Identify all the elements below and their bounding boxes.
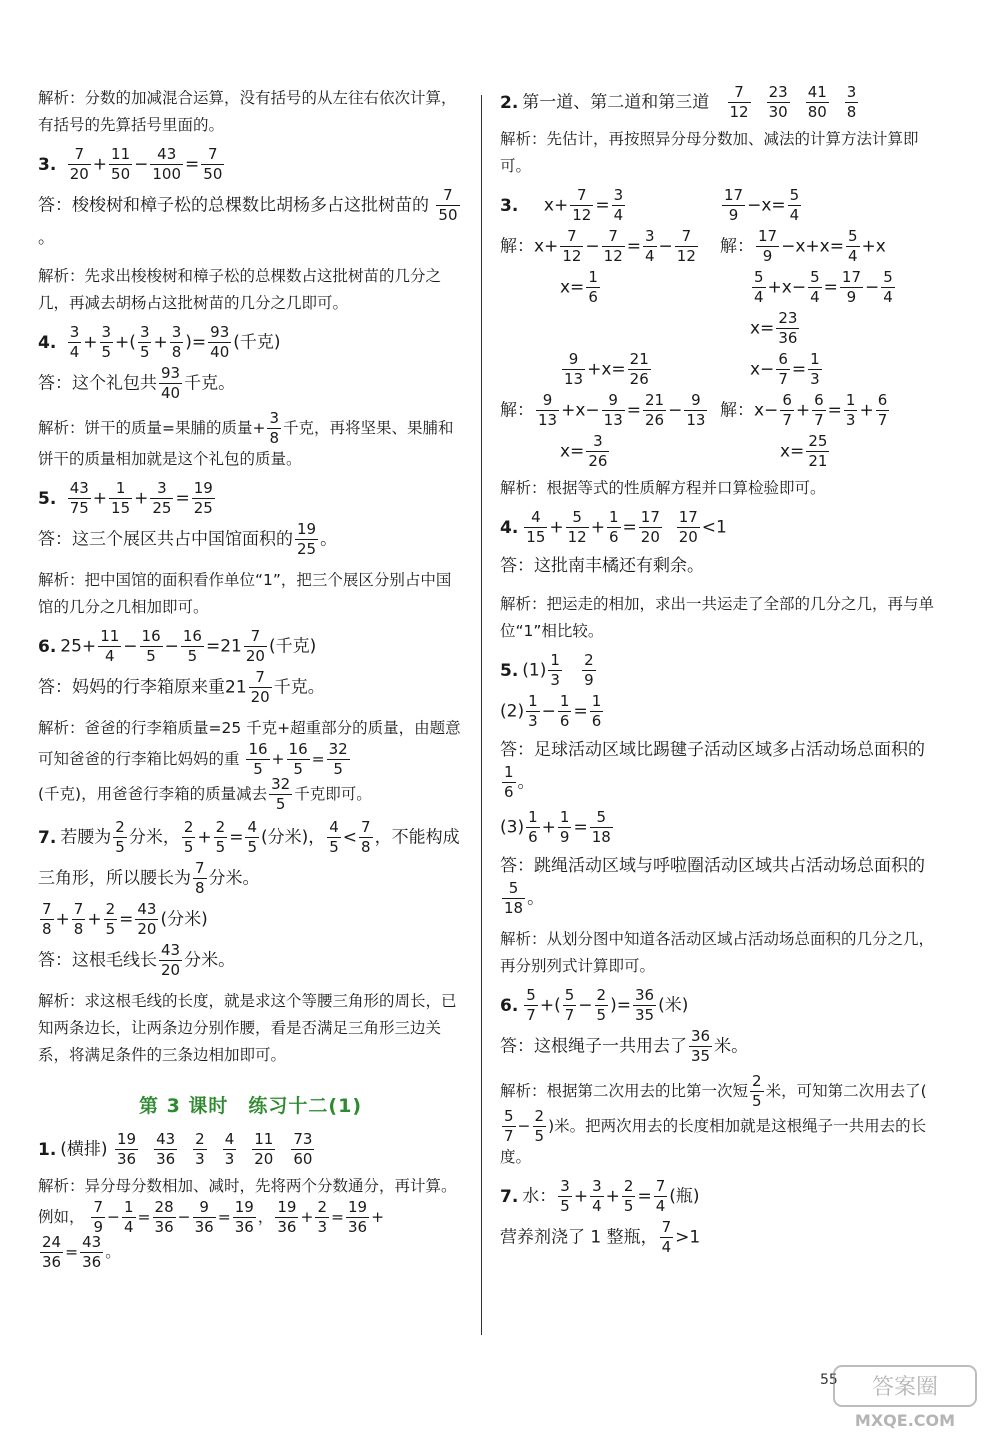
- fraction: $\frac{17}{9}$: [724, 186, 744, 224]
- fraction: $\frac{5}{4}$: [847, 227, 858, 265]
- fraction: $\frac{7}{20}$: [245, 627, 265, 665]
- fraction: $\frac{7}{8}$: [73, 900, 84, 938]
- fraction: $\frac{3}{4}$: [613, 186, 624, 224]
- fraction: $\frac{2}{5}$: [105, 900, 116, 938]
- fraction: $\frac{25}{21}$: [808, 432, 828, 470]
- fraction: $\frac{7}{20}$: [250, 668, 270, 706]
- fraction: $\frac{5}{7}$: [564, 986, 575, 1024]
- fraction: $\frac{2}{3}$: [195, 1130, 205, 1168]
- fraction: $\frac{17}{20}$: [678, 508, 698, 546]
- fraction: $\frac{36}{35}$: [691, 1027, 711, 1065]
- fraction: $\frac{6}{7}$: [782, 391, 792, 429]
- fraction: $\frac{2}{5}$: [534, 1107, 545, 1145]
- fraction: $\frac{5}{4}$: [883, 268, 893, 306]
- fraction: $\frac{6}{7}$: [877, 391, 888, 429]
- fraction: $\frac{5}{18}$: [591, 808, 611, 846]
- fraction: $\frac{7}{8}$: [195, 859, 205, 897]
- fraction: $\frac{3}{5}$: [101, 323, 112, 361]
- r-q6-equation: 6. $\frac{5}{7}$ +( $\frac{5}{7}$ − $\frac{2}{5}$ )= $\frac{36}{35}$ (米): [500, 986, 689, 1024]
- fraction: $\frac{19}{25}$: [193, 479, 213, 517]
- fraction: $\frac{9}{13}$: [603, 391, 623, 429]
- fraction: $\frac{16}{5}$: [248, 740, 268, 778]
- fraction: $\frac{3}{5}$: [560, 1177, 570, 1215]
- q3-answer: 答：梭梭树和樟子松的总棵数比胡杨多占这批树苗的 $\frac{7}{50}$ 。: [38, 186, 458, 248]
- fraction: $\frac{93}{40}$: [161, 364, 181, 402]
- fraction: $\frac{16}{5}$: [141, 627, 161, 665]
- fraction: $\frac{1}{3}$: [845, 391, 856, 429]
- q5-answer: 答：这三个展区共占中国馆面积的 $\frac{19}{25}$ 。: [38, 520, 338, 558]
- fraction: $\frac{1}{6}$: [504, 763, 514, 801]
- page-number: 55: [820, 1372, 838, 1388]
- fraction: $\frac{16}{5}$: [182, 627, 202, 665]
- q3-equation: 3. $\frac{7}{20}$ + $\frac{11}{50}$ − $\frac{43}{100}$ = $\frac{7}{50}$: [38, 145, 223, 183]
- fraction: $\frac{7}{8}$: [42, 900, 52, 938]
- fraction: $\frac{43}{20}$: [137, 900, 157, 938]
- r-q7-equation: 7. 水： $\frac{3}{5}$ + $\frac{3}{4}$ + $\frac{2}{5}$ = $\frac{7}{4}$ (瓶): [500, 1177, 700, 1215]
- q4-analysis: 解析：饼干的质量=果脯的质量+ $\frac{3}{8}$ 千克，再将坚果、果脯和饼干的质量相加就是这个礼包的质量。: [38, 409, 454, 468]
- analysis-note: 解析：分数的加减混合运算，没有括号的从左往右依次计算，有括号的先算括号里面的。: [38, 89, 457, 134]
- fraction: $\frac{19}{25}$: [297, 520, 317, 558]
- section-title: 第 3 课时 练习十二(1): [138, 1095, 363, 1117]
- r-q5-part2: (2) $\frac{1}{3}$ − $\frac{1}{6}$ = $\frac{1}{6}$: [500, 692, 602, 730]
- fraction: $\frac{11}{20}$: [254, 1130, 274, 1168]
- fraction: $\frac{24}{36}$: [42, 1233, 62, 1271]
- fraction: $\frac{41}{80}$: [807, 83, 827, 121]
- fraction: $\frac{17}{9}$: [758, 227, 778, 265]
- fraction: $\frac{7}{50}$: [203, 145, 223, 183]
- fraction: $\frac{19}{36}$: [347, 1198, 368, 1236]
- fraction: $\frac{9}{13}$: [538, 391, 558, 429]
- fraction: $\frac{16}{5}$: [288, 740, 308, 778]
- r-q7-line2: 营养剂浇了 1 整瓶， $\frac{7}{4}$ >1: [500, 1218, 701, 1256]
- fraction: $\frac{7}{12}$: [729, 83, 749, 121]
- fraction: $\frac{32}{5}$: [271, 775, 291, 813]
- fraction: $\frac{9}{36}$: [194, 1198, 214, 1236]
- fraction: $\frac{7}{12}$: [676, 227, 696, 265]
- fraction: $\frac{17}{20}$: [640, 508, 660, 546]
- fraction: $\frac{5}{18}$: [504, 879, 524, 917]
- s1-answers: 1. (横排) $\frac{19}{36}$ $\frac{43}{36}$ $\frac{2}{3}$ $\frac{4}{3}$ $\frac{11}{20}$ $\frac{73}{60}$: [38, 1130, 313, 1168]
- q5-equation: 5. $\frac{43}{75}$ + $\frac{1}{15}$ + $\frac{3}{25}$ = $\frac{19}{25}$: [38, 479, 213, 517]
- q6-analysis: 解析：爸爸的行李箱质量=25 千克+超重部分的质量，由题意可知爸爸的行李箱比妈妈的重 $\frac{16}{5}$ + $\frac{16}{5}$ = $\frac{32}{5}$ (千克)，用爸爸行李箱的质量减去 $\frac{32}{5}$ 千克即可。: [38, 719, 461, 813]
- fraction: $\frac{1}{6}$: [608, 508, 619, 546]
- fraction: $\frac{28}{36}$: [154, 1198, 174, 1236]
- q3-analysis: 解析：先求出梭梭树和樟子松的总棵数占这批树苗的几分之几，再减去胡杨占这批树苗的几分之几即可。: [38, 267, 442, 312]
- r-q5-answer3: 答：跳绳活动区域与呼啦圈活动区域共占活动场总面积的 $\frac{5}{18}$ 。: [500, 856, 925, 917]
- fraction: $\frac{7}{9}$: [93, 1198, 103, 1236]
- fraction: $\frac{7}{12}$: [562, 227, 582, 265]
- fraction: $\frac{21}{26}$: [629, 350, 649, 388]
- fraction: $\frac{5}{12}$: [567, 508, 587, 546]
- fraction: $\frac{1}{4}$: [124, 1198, 134, 1236]
- fraction: $\frac{73}{60}$: [293, 1130, 313, 1168]
- r-q2-analysis: 解析：先估计，再按照异分母分数加、减法的计算方法计算即可。: [500, 130, 919, 175]
- fraction: $\frac{3}{26}$: [588, 432, 608, 470]
- fraction: $\frac{3}{4}$: [645, 227, 655, 265]
- r-q3-analysis: 解析：根据等式的性质解方程并口算检验即可。: [500, 479, 826, 497]
- fraction: $\frac{36}{35}$: [634, 986, 655, 1024]
- r-q4-equation: 4. $\frac{4}{15}$ + $\frac{5}{12}$ + $\frac{1}{6}$ = $\frac{17}{20}$ $\frac{17}{20}$ <1: [500, 508, 727, 546]
- fraction: $\frac{9}{13}$: [564, 350, 584, 388]
- fraction: $\frac{5}{4}$: [789, 186, 800, 224]
- fraction: $\frac{1}{9}$: [559, 808, 570, 846]
- fraction: $\frac{9}{13}$: [686, 391, 706, 429]
- fraction: $\frac{7}{50}$: [438, 186, 458, 224]
- fraction: $\frac{3}{8}$: [269, 409, 280, 447]
- fraction: $\frac{1}{6}$: [588, 268, 598, 306]
- fraction: $\frac{7}{4}$: [655, 1177, 666, 1215]
- fraction: $\frac{19}{36}$: [277, 1198, 297, 1236]
- fraction: $\frac{3}{4}$: [592, 1177, 602, 1215]
- watermark-logo: [830, 1362, 980, 1432]
- r-q2: 2. 第一道、第二道和第三道 $\frac{7}{12}$ $\frac{23}{30}$ $\frac{41}{80}$ $\frac{3}{8}$: [500, 83, 857, 121]
- q7-line1: 7. 若腰为 $\frac{2}{5}$ 分米， $\frac{2}{5}$ + $\frac{2}{5}$ = $\frac{4}{5}$ (分米)， $\frac{4}{5}$ < $\frac{7}{8}$ ，不能构成: [38, 818, 460, 856]
- fraction: $\frac{7}{4}$: [661, 1218, 672, 1256]
- r-q6-answer: 答：这根绳子一共用去了 $\frac{36}{35}$ 米。: [500, 1027, 749, 1065]
- fraction: $\frac{93}{40}$: [210, 323, 230, 361]
- r-q5-analysis: 解析：从划分图中知道各活动区域占活动场总面积的几分之几，再分别列式计算即可。: [500, 930, 935, 975]
- fraction: $\frac{6}{7}$: [778, 350, 788, 388]
- fraction: $\frac{17}{9}$: [841, 268, 861, 306]
- fraction: $\frac{43}{100}$: [152, 145, 182, 183]
- r-q5-part1: 5. (1) $\frac{1}{3}$ $\frac{2}{9}$: [500, 651, 594, 689]
- fraction: $\frac{3}{8}$: [171, 323, 182, 361]
- s1-analysis: 解析：异分母分数相加、减时，先将两个分数通分，再计算。例如， $\frac{7}{9}$ − $\frac{1}{4}$ = $\frac{28}{36}$ − $\frac{9}{36}$ = $\frac{19}{36}$ ， $\frac{19}{36}$ + $\frac{2}{3}$ = $\frac{19}{36}$ + $\frac{24}{36}$ = $\frac{43}{36}$ 。: [38, 1177, 457, 1271]
- fraction: $\frac{2}{5}$: [623, 1177, 634, 1215]
- fraction: $\frac{1}{15}$: [111, 479, 131, 517]
- svg-text:MXQE.COM: MXQE.COM: [854, 1411, 956, 1430]
- fraction: $\frac{5}{4}$: [810, 268, 820, 306]
- fraction: $\frac{23}{30}$: [768, 83, 788, 121]
- fraction: $\frac{6}{7}$: [814, 391, 824, 429]
- r-q4-analysis: 解析：把运走的相加，求出一共运走了全部的几分之几，再与单位“1”相比较。: [500, 595, 935, 640]
- fraction: $\frac{1}{3}$: [550, 651, 560, 689]
- r-q6-analysis: 解析：根据第二次用去的比第一次短 $\frac{2}{5}$ 米，可知第二次用去了( $\frac{5}{7}$ − $\frac{2}{5}$ )米。把两次用去的长度相加就是这根绳子一共用去的长度。: [500, 1072, 927, 1166]
- fraction: $\frac{3}{5}$: [139, 323, 150, 361]
- r-q5-answer2: 答：足球活动区域比踢毽子活动区域多占活动场总面积的 $\frac{1}{6}$ 。: [500, 740, 925, 801]
- fraction: $\frac{7}{8}$: [361, 818, 371, 856]
- fraction: $\frac{3}{25}$: [152, 479, 172, 517]
- fraction: $\frac{4}{15}$: [526, 508, 546, 546]
- fraction: $\frac{11}{50}$: [111, 145, 131, 183]
- q7-equation: $\frac{7}{8}$ + $\frac{7}{8}$ + $\frac{2}{5}$ = $\frac{43}{20}$ (分米): [42, 900, 208, 938]
- r-q5-part3: (3) $\frac{1}{6}$ + $\frac{1}{9}$ = $\frac{5}{18}$: [500, 808, 611, 846]
- right-column: [500, 85, 940, 1261]
- r-q4-answer: 答：这批南丰橘还有剩余。: [500, 556, 704, 576]
- fraction: $\frac{1}{3}$: [810, 350, 820, 388]
- fraction: $\frac{43}{36}$: [82, 1233, 102, 1271]
- fraction: $\frac{3}{4}$: [69, 323, 80, 361]
- q7-line2: 三角形，所以腰长为 $\frac{7}{8}$ 分米。: [38, 859, 260, 897]
- fraction: $\frac{1}{6}$: [559, 692, 570, 730]
- fraction: $\frac{43}{36}$: [156, 1130, 176, 1168]
- fraction: $\frac{2}{5}$: [183, 818, 194, 856]
- fraction: $\frac{32}{5}$: [328, 740, 348, 778]
- fraction: $\frac{19}{36}$: [234, 1198, 254, 1236]
- fraction: $\frac{7}{20}$: [69, 145, 89, 183]
- left-column: [38, 85, 463, 1278]
- fraction: $\frac{1}{3}$: [528, 692, 538, 730]
- fraction: $\frac{5}{7}$: [504, 1107, 514, 1145]
- fraction: $\frac{23}{36}$: [778, 309, 798, 347]
- fraction: $\frac{2}{5}$: [115, 818, 125, 856]
- fraction: $\frac{2}{5}$: [596, 986, 607, 1024]
- fraction: $\frac{5}{4}$: [754, 268, 764, 306]
- fraction: $\frac{2}{3}$: [317, 1198, 327, 1236]
- fraction: $\frac{2}{5}$: [215, 818, 226, 856]
- fraction: $\frac{2}{5}$: [752, 1072, 762, 1110]
- fraction: $\frac{4}{5}$: [247, 818, 257, 856]
- q4-answer: 答：这个礼包共 $\frac{93}{40}$ 千克。: [38, 364, 236, 402]
- column-divider: [481, 95, 482, 1335]
- fraction: $\frac{43}{20}$: [161, 941, 181, 979]
- r-q3-block: 3. x+ $\frac{7}{12}$ = $\frac{3}{4}$ $\frac{17}{9}$ −x= $\frac{5}{4}$ 解：x+ $\frac{7}{12}$ − $\frac{7}{12}$ = $\frac{3}{4}$ − $\frac{7}{12}$ 解： $\frac{17}{9}$ −x+x= $\frac{5}{4}$ +x x= $\frac{1}{6}$ $\frac{5}{4}$ +x− $\frac{5}{4}$ = $\frac{17}{9}$ − $\frac{5}{4}$ x= $\frac{23}{36}$ $\frac{9}{13}$ +x= $\frac{21}{26}$ x− $\frac{6}{7}$ = $\frac{1}{3}$ 解： $\frac{9}{13}$ +x− $\frac{9}{13}$ = $\frac{21}{26}$ − $\frac{9}{13}$ 解：x− $\frac{6}{7}$ + $\frac{6}{7}$ = $\frac{1}{3}$ + $\frac{6}{7}$ x= $\frac{3}{26}$ x= $\frac{25}{21}$: [500, 186, 893, 470]
- q6-answer: 答：妈妈的行李箱原来重21 $\frac{7}{20}$ 千克。: [38, 668, 325, 706]
- fraction: $\frac{2}{9}$: [584, 651, 594, 689]
- fraction: $\frac{43}{75}$: [69, 479, 89, 517]
- fraction: $\frac{1}{6}$: [591, 692, 602, 730]
- fraction: $\frac{7}{12}$: [603, 227, 623, 265]
- q5-analysis: 解析：把中国馆的面积看作单位“1”，把三个展区分别占中国馆的几分之几相加即可。: [38, 571, 452, 616]
- q7-answer: 答：这根毛线长 $\frac{43}{20}$ 分米。: [38, 941, 236, 979]
- q6-equation: 6. 25+ $\frac{11}{4}$ − $\frac{16}{5}$ − $\frac{16}{5}$ =21 $\frac{7}{20}$ (千克): [38, 627, 317, 665]
- fraction: $\frac{1}{6}$: [528, 808, 538, 846]
- fraction: $\frac{11}{4}$: [100, 627, 120, 665]
- q7-analysis: 解析：求这根毛线的长度，就是求这个等腰三角形的周长，已知两条边长，让两条边分别作腰，看是否满足三角形三边关系，将满足条件的三条边相加即可。: [38, 992, 457, 1064]
- fraction: $\frac{5}{7}$: [526, 986, 536, 1024]
- fraction: $\frac{7}{12}$: [572, 186, 592, 224]
- fraction: $\frac{21}{26}$: [645, 391, 665, 429]
- fraction: $\frac{4}{3}$: [224, 1130, 235, 1168]
- svg-text:答案圈: 答案圈: [871, 1375, 939, 1400]
- fraction: $\frac{4}{5}$: [329, 818, 339, 856]
- q4-equation: 4. $\frac{3}{4}$ + $\frac{3}{5}$ +( $\frac{3}{5}$ + $\frac{3}{8}$ )= $\frac{93}{40}$ (千克): [38, 323, 281, 361]
- fraction: $\frac{19}{36}$: [116, 1130, 137, 1168]
- fraction: $\frac{3}{8}$: [846, 83, 857, 121]
